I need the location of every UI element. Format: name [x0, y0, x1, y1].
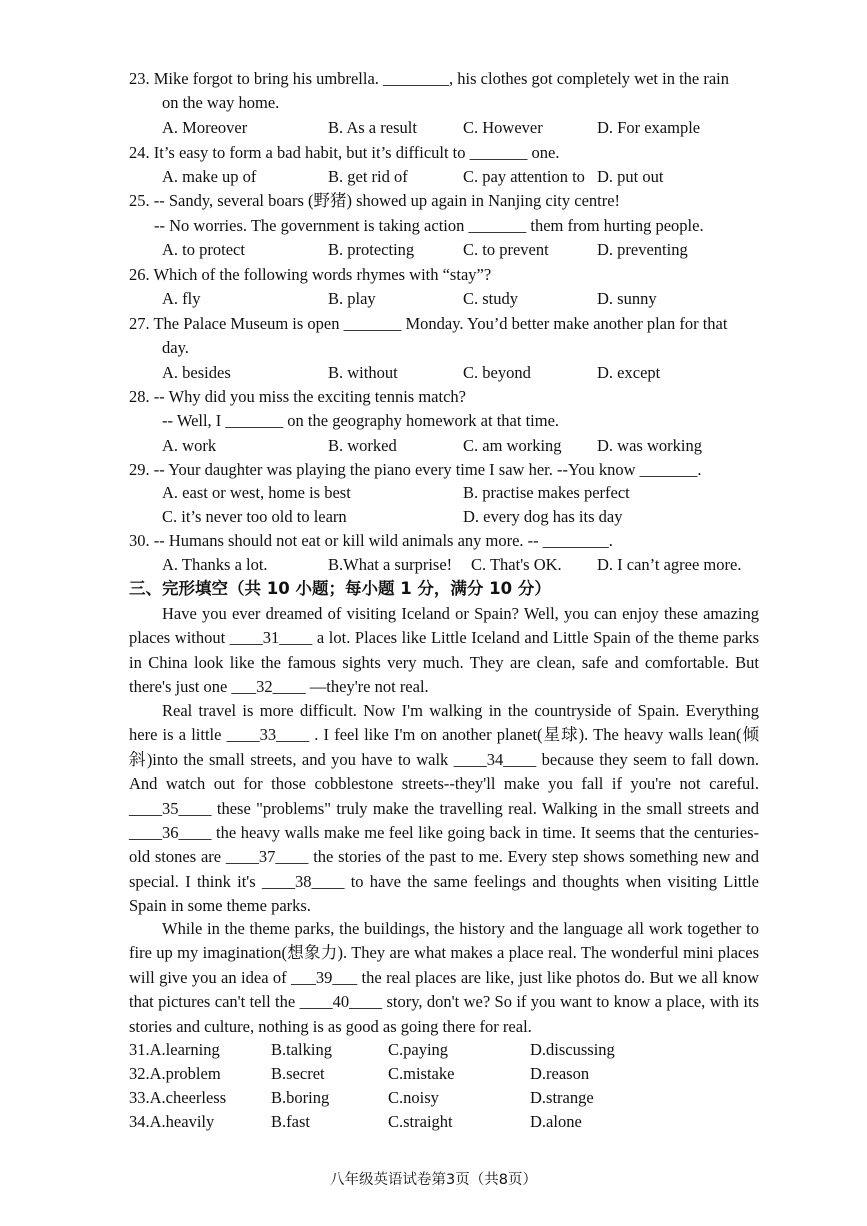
- question-28-reply: -- Well, I _______ on the geography homework at that time.: [162, 411, 560, 430]
- cloze-31-option-a: 31.A.learning: [129, 1040, 220, 1059]
- cloze-34-option-a: 34.A.heavily: [129, 1112, 215, 1131]
- q29-option-b: B. practise makes perfect: [463, 483, 630, 502]
- passage-paragraph-1: Have you ever dreamed of visiting Iceland or Spain? Well, you can enjoy these amazing places without ____31____ a lot. Places like Little Iceland and Little Spain of the theme parks in China look like the famous sights very much. They are clean, safe and comfortable. But there's just one ___32____ —they're not real.: [129, 604, 759, 697]
- q25-option-a: A. to protect: [162, 240, 245, 259]
- question-23-stem: 23. Mike forgot to bring his umbrella. ________, his clothes got completely wet in the rain: [129, 69, 730, 88]
- question-30-stem: 30. -- Humans should not eat or kill wild animals any more. -- ________.: [129, 531, 613, 550]
- q28-option-a: A. work: [162, 436, 217, 455]
- q26-option-b: B. play: [328, 289, 376, 308]
- passage-paragraph-2: Real travel is more difficult. Now I'm walking in the countryside of Spain. Everything here is a little ____33____ . I feel like I'm on another planet(星球). The heavy walls lean(倾斜)into the small streets, and you have to walk ____34____ because they seem to fall down. And watch out for those cobblestone streets--they'll make you fall if you're not careful. ____35____ these "problems" truly make the travelling real. Walking in the small streets and ____36____ the heavy walls make me feel like going back in time. It seems that the centuries-old stones are ____37____ the stories of the past to me. Every step shows something new and special. I think it's ____38____ to have the same feelings and thoughts when visiting Little Spain in some theme parks.: [129, 701, 759, 916]
- q29-option-d: D. every dog has its day: [463, 507, 623, 526]
- passage-paragraph-3: While in the theme parks, the buildings, the history and the language all work together to fire up my imagination(想象力). They are what makes a place real. The wonderful mini places will give you an idea of ___39___ the real places are like, just like photos do. But we all know that pictures can't tell the ____40____ story, don't we? So if you want to know a place, with its stories and culture, nothing is as good as going there for real.: [129, 919, 759, 1036]
- q30-option-a: A. Thanks a lot.: [162, 555, 268, 574]
- q25-option-c: C. to prevent: [463, 240, 549, 259]
- cloze-34-option-d: D.alone: [530, 1112, 582, 1131]
- cloze-32-option-b: B.secret: [271, 1064, 325, 1083]
- q23-option-c: C. However: [463, 118, 543, 137]
- q25-option-d: D. preventing: [597, 240, 688, 259]
- question-27-stem: 27. The Palace Museum is open _______ Monday. You’d better make another plan for that: [129, 314, 728, 333]
- q27-option-c: C. beyond: [463, 363, 531, 382]
- question-27-stem-cont: day.: [162, 338, 189, 357]
- cloze-32-option-d: D.reason: [530, 1064, 590, 1083]
- cloze-33-option-b: B.boring: [271, 1088, 330, 1107]
- q29-option-a: A. east or west, home is best: [162, 483, 351, 502]
- q24-option-b: B. get rid of: [328, 167, 408, 186]
- cloze-34-option-c: C.straight: [388, 1112, 453, 1131]
- question-29-stem: 29. -- Your daughter was playing the piano every time I saw her. --You know _______.: [129, 460, 702, 479]
- q27-option-a: A. besides: [162, 363, 231, 382]
- q24-option-a: A. make up of: [162, 167, 257, 186]
- cloze-32-option-a: 32.A.problem: [129, 1064, 221, 1083]
- question-25-reply: -- No worries. The government is taking action _______ them from hurting people.: [154, 216, 704, 235]
- q24-option-c: C. pay attention to: [463, 167, 585, 186]
- q28-option-d: D. was working: [597, 436, 702, 455]
- q23-option-d: D. For example: [597, 118, 701, 137]
- q30-option-d: D. I can’t agree more.: [597, 555, 742, 574]
- question-24-stem: 24. It’s easy to form a bad habit, but it’s difficult to _______ one.: [129, 143, 560, 162]
- q25-option-b: B. protecting: [328, 240, 415, 259]
- question-25-stem: 25. -- Sandy, several boars (野猪) showed up again in Nanjing city centre!: [129, 191, 621, 210]
- q23-option-a: A. Moreover: [162, 118, 248, 137]
- q29-option-c: C. it’s never too old to learn: [162, 507, 347, 526]
- q28-option-b: B. worked: [328, 436, 397, 455]
- q26-option-d: D. sunny: [597, 289, 657, 308]
- cloze-32-option-c: C.mistake: [388, 1064, 455, 1083]
- cloze-31-option-b: B.talking: [271, 1040, 332, 1059]
- q24-option-d: D. put out: [597, 167, 664, 186]
- cloze-33-option-a: 33.A.cheerless: [129, 1088, 227, 1107]
- q30-option-b: B.What a surprise!: [328, 555, 453, 574]
- cloze-34-option-b: B.fast: [271, 1112, 310, 1131]
- q23-option-b: B. As a result: [328, 118, 417, 137]
- cloze-31-option-c: C.paying: [388, 1040, 449, 1059]
- question-28-stem: 28. -- Why did you miss the exciting tennis match?: [129, 387, 466, 406]
- cloze-33-option-c: C.noisy: [388, 1088, 439, 1107]
- q30-option-c: C. That's OK.: [471, 555, 562, 574]
- q26-option-a: A. fly: [162, 289, 201, 308]
- q26-option-c: C. study: [463, 289, 519, 308]
- cloze-33-option-d: D.strange: [530, 1088, 594, 1107]
- q27-option-d: D. except: [597, 363, 661, 382]
- section-title: 三、完形填空（共 10 小题；每小题 1 分，满分 10 分）: [129, 579, 551, 598]
- q27-option-b: B. without: [328, 363, 398, 382]
- cloze-31-option-d: D.discussing: [530, 1040, 615, 1059]
- q28-option-c: C. am working: [463, 436, 562, 455]
- question-26-stem: 26. Which of the following words rhymes with “stay”?: [129, 265, 492, 284]
- question-23-stem-cont: on the way home.: [162, 93, 280, 112]
- page-footer: 八年级英语试卷第3页（共8页）: [330, 1172, 537, 1188]
